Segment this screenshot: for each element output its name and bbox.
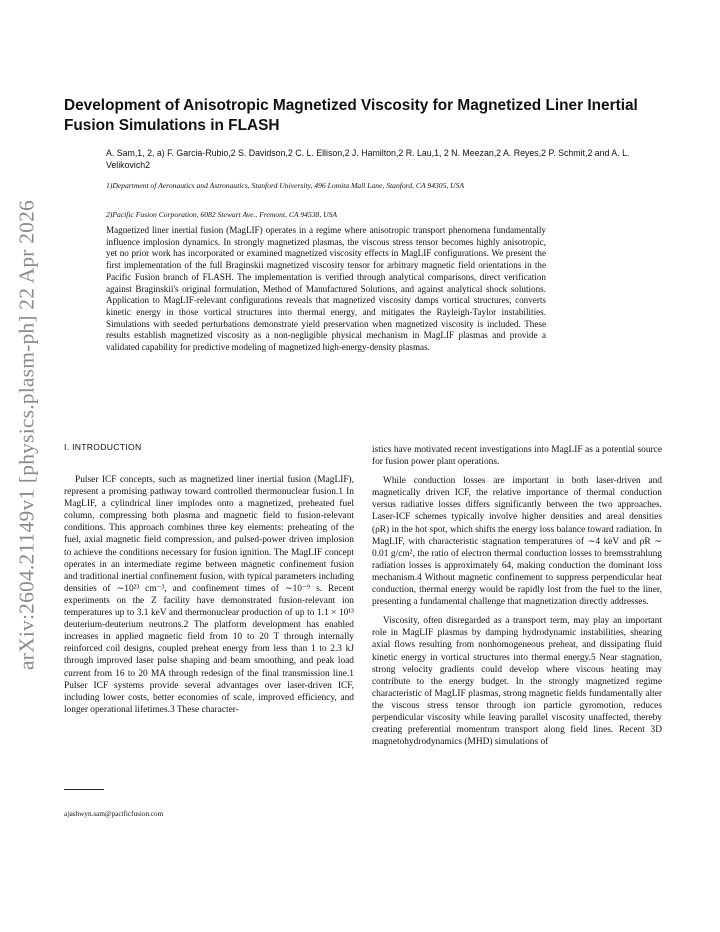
left-column bbox=[64, 474, 354, 716]
author-list: A. Sam,1, 2, a) F. Garcia-Rubio,2 S. Davidson,2 C. L. Ellison,2 J. Hamilton,2 R. Lau,1, 2 N. Meezan,2 A. Reyes,2 P. Schmit,2 and A. L. Velikovich2 bbox=[106, 148, 630, 170]
body-paragraph: Pulser ICF concepts, such as magnetized liner inertial fusion (MagLIF), represent a promising pathway toward controlled thermonuclear fusion.1 In MagLIF, a cylindrical liner implodes onto a magnetized, preheated fuel column, compressing both plasma and magnetic field to fusion-relevant conditions. This approach combines three key elements: preheating of the fuel, axial magnetic field compression, and pulsed-power driven implosion to achieve the conditions necessary for fusion ignition. The MagLIF concept operates in an intermediate regime between magnetic confinement fusion and traditional inertial confinement fusion, with typical parameters including densities of ∼10²³ cm⁻³, and confinement times of ∼10⁻⁹ s. Recent experiments on the Z facility have demonstrated fusion-relevant ion temperatures up to 3.1 keV and thermonuclear production of up to 1.1 × 10¹³ deuterium-deuterium neutrons.2 The platform development has enabled increases in applied magnetic field from 10 to 20 T through internally reinforced coil designs, coupled preheat energy from less than 1 to 2.3 kJ through improved laser pulse shaping and beam smoothing, and peak load current from 16 to 20 MA through redesign of the final transmission line.1 Pulser ICF systems provide several advantages over laser-driven ICF, including lower costs, better economies of scale, improved efficiency, and longer operational lifetimes.3 These character- bbox=[64, 475, 354, 715]
right-column bbox=[372, 444, 662, 748]
paper-title: Development of Anisotropic Magnetized Viscosity for Magnetized Liner Inertial Fusion Simulations in FLASH bbox=[64, 97, 638, 134]
footnote-email: a)ashwyn.sam@pacificfusion.com bbox=[64, 810, 164, 818]
section-heading-introduction: I. INTRODUCTION bbox=[64, 442, 142, 452]
affiliation-1: 1)Department of Aeronautics and Astronautics, Stanford University, 496 Lomita Mall Lane, Stanford, CA 94305, USA bbox=[106, 181, 465, 190]
body-paragraph: While conduction losses are important in both laser-driven and magnetically driven ICF, the relative importance of thermal conduction versus radiative losses differs significantly between the two approaches. Laser-ICF schemes typically involve higher densities and areal densities (ρR) in the hot spot, which shifts the energy loss balance toward radiation. In MagLIF, with characteristic stagnation temperatures of ∼4 keV and ρR ∼ 0.01 g/cm², the ratio of electron thermal conduction losses to bremsstrahlung radiation losses is approximately 64, making conduction the dominant loss mechanism.4 Without magnetic confinement to suppress perpendicular heat conduction, thermal energy would be rapidly lost from the fuel to the liner, presenting a fundamental challenge that magnetization directly addresses. bbox=[372, 476, 662, 608]
body-paragraph: Viscosity, often disregarded as a transport term, may play an important role in MagLIF plasmas by damping hydrodynamic instabilities, shearing axial flows resulting from nonhomogeneous preheat, and dissipating fluid kinetic energy in vortical structures into thermal energy.5 Near stagnation, strong velocity gradients could develop where viscous heating may contribute to the energy budget. In the strongly magnetized regime characteristic of MagLIF plasmas, strong magnetic fields fundamentally alter the viscous stress tensor through ion particle gyromotion, reduces perpendicular viscosity while leaving parallel viscosity unaffected, thereby creating preferential momentum transport along field lines. Recent 3D magnetohydrodynamics (MHD) simulations of bbox=[372, 616, 662, 748]
body-paragraph: istics have motivated recent investigations into MagLIF as a potential source for fusion power plant operations. bbox=[372, 445, 662, 468]
footnote-divider bbox=[64, 789, 104, 790]
arxiv-side-identifier bbox=[14, 199, 39, 671]
affiliation-2: 2)Pacific Fusion Corporation, 6082 Stewart Ave., Fremont, CA 94538, USA bbox=[106, 210, 338, 219]
arxiv-identifier-text: arXiv:2604.21149v1 [physics.plasm-ph] 22 Apr 2026 bbox=[14, 199, 39, 671]
abstract: Magnetized liner inertial fusion (MagLIF) operates in a regime where anisotropic transport phenomena fundamentally influence implosion dynamics. In strongly magnetized plasmas, the viscous stress tensor becomes highly anisotropic, yet no prior work has incorporated or examined magnetized viscosity effects in MagLIF configurations. We present the first implementation of the full Braginskii magnetized viscosity tensor for arbitrary magnetic field orientations in the Pacific Fusion branch of FLASH. The implementation is verified through analytical comparisons, direct verification against Braginskii's original formulation, Method of Manufactured Solutions, and against analytical shock solutions. Application to MagLIF-relevant configurations reveals that magnetized viscosity damps vortical structures, converts kinetic energy in those vortical structures into thermal energy, and mitigates the Rayleigh-Taylor instabilities. Simulations with seeded perturbations demonstrate yield preservation when magnetized viscosity is included. These results establish magnetized viscosity as a non-negligible physical mechanism in MagLIF plasmas and provide a validated capability for predictive modeling of magnetized high-energy-density plasmas. bbox=[106, 225, 546, 353]
